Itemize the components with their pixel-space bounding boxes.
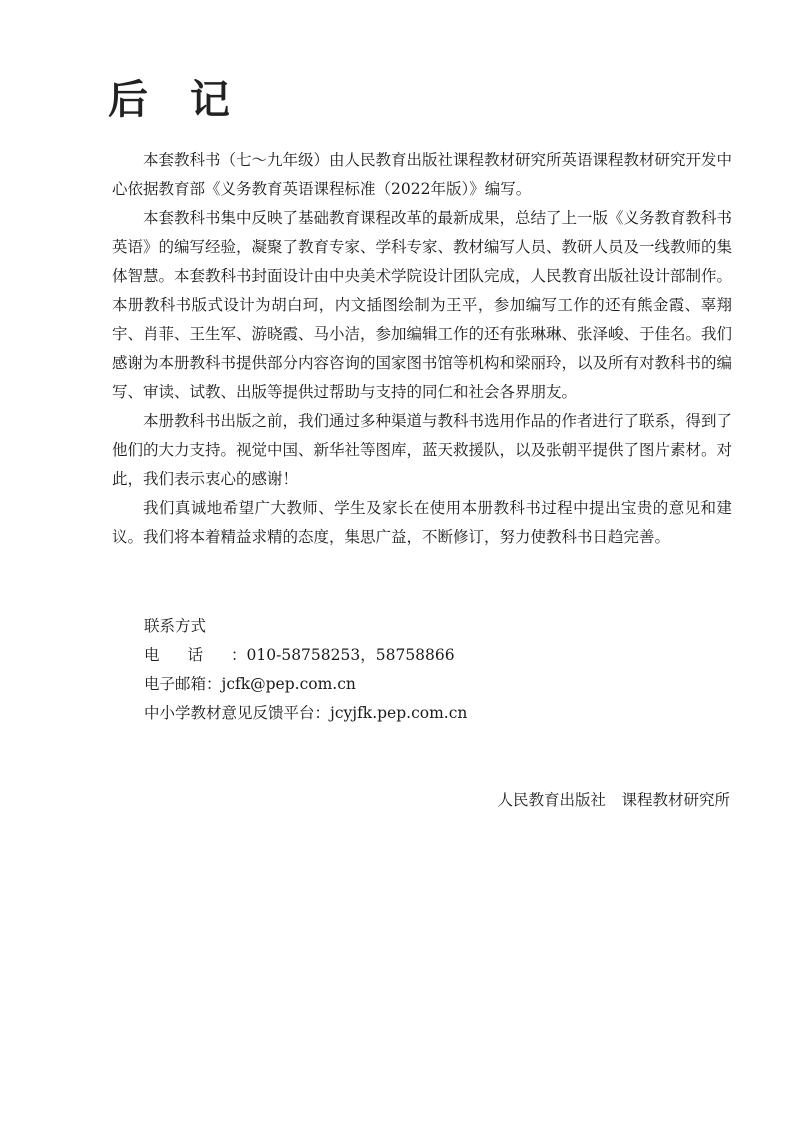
phone-label: 电话 — [144, 646, 232, 664]
paragraph-2: 本套教科书集中反映了基础教育课程改革的最新成果，总结了上一版《义务教育教科书 英语》的编写经验，凝聚了教育专家、学科专家、教材编写人员、教研人员及一线教师的集体智慧。本套教科书封面设计由中央美术学院设计团队完成，人民教育出版社设计部制作。本册教科书版式设计为胡白珂，内文插图绘制为王平，参加编写工作的还有熊金霞、辜翔宇、肖菲、王生军、游晓霞、马小洁，参加编辑工作的还有张琳琳、张泽峻、于佳名。我们感谢为本册教科书提供部分内容咨询的国家图书馆等机构和梁丽玲，以及所有对教科书的编写、审读、试教、出版等提供过帮助与支持的同仁和社会各界朋友。 — [112, 209, 733, 401]
paragraph-4: 我们真诚地希望广大教师、学生及家长在使用本册教科书过程中提出宝贵的意见和建议。我们将本着精益求精的态度，集思广益，不断修订，努力使教科书日趋完善。 — [112, 499, 732, 546]
contact-block — [144, 612, 467, 728]
email-value: ：jcfk@pep.com.cn — [206, 675, 356, 693]
feedback-value: ：jcyjfk.pep.com.cn — [314, 704, 468, 722]
contact-email — [144, 670, 467, 699]
afterword-body — [112, 146, 732, 552]
paragraph-3: 本册教科书出版之前，我们通过多种渠道与教科书选用作品的作者进行了联系，得到了他们的大力支持。视觉中国、新华社等图库，蓝天救援队，以及张朝平提供了图片素材。对此，我们表示衷心的感谢！ — [112, 412, 733, 488]
feedback-label: 中小学教材意见反馈平台 — [144, 704, 315, 722]
publisher-signature: 人民教育出版社 课程教材研究所 — [497, 791, 730, 809]
email-label: 电子邮箱 — [144, 675, 207, 693]
contact-feedback — [144, 699, 467, 728]
phone-value: ：010-58758253，58758866 — [231, 646, 455, 664]
contact-phone — [144, 641, 467, 670]
paragraph-1: 本套教科书（七～九年级）由人民教育出版社课程教材研究所英语课程教材研究开发中心依据教育部《义务教育英语课程标准（2022年版）》编写。 — [112, 151, 733, 198]
page-title: 后 记 — [108, 77, 244, 123]
contact-heading: 联系方式 — [144, 617, 207, 635]
